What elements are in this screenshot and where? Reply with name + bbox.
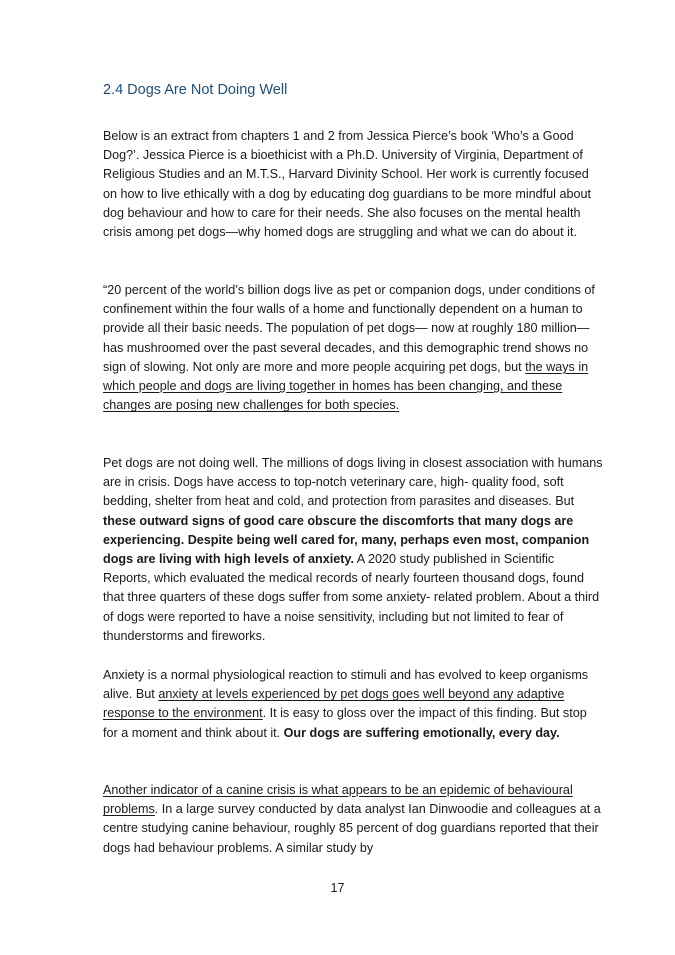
bold-text: these outward signs of good care obscure the discomforts that many dogs are experiencing. Despite being well cared for, many, perhaps even most, companion dogs are living with high levels of anxiety.	[103, 513, 590, 567]
section-heading: 2.4 Dogs Are Not Doing Well	[103, 82, 288, 98]
text-segment: “20 percent of the world’s billion dogs live as pet or companion dogs, under conditions of confinement within the four walls of a home and functionally dependent on a human to provide all their basic needs. The population of pet dogs— now at roughly 180 million— has mushroomed over the past several decades, and this demographic trend shows no sign of slowing. Not only are more and more people acquiring pet dogs, but	[103, 283, 595, 374]
underlined-text: anxiety at levels experienced by pet dogs goes well beyond any adaptive response to the environment	[103, 687, 565, 721]
paragraph-population-quote	[103, 281, 603, 415]
underlined-text: Another indicator of a canine crisis is what appears to be an epidemic of behavioural problems	[103, 783, 573, 817]
paragraph-dogs-in-crisis	[103, 454, 603, 646]
text-segment: Below is an extract from chapters 1 and 2 from Jessica Pierce’s book ‘Who’s a Good Dog?’. Jessica Pierce is a bioethicist with a Ph.D. University of Virginia, Department of Religious Studies and an M.T.S., Harvard Divinity School. Her work is currently focused on how to live ethically with a dog by educating dog guardians to be more mindful about dog behaviour and how to care for their needs. She also focuses on the mental health crisis among pet dogs—why homed dogs are struggling and what we can do about it.	[103, 129, 591, 240]
paragraph-anxiety	[103, 666, 603, 743]
text-segment: Pet dogs are not doing well. The millions of dogs living in closest association with humans are in crisis. Dogs have access to top-notch veterinary care, high- quality food, soft bedding, shelter from heat and cold, and protection from parasites and diseases. But	[103, 456, 603, 509]
paragraph-author-intro	[103, 127, 603, 242]
text-segment: . In a large survey conducted by data analyst Ian Dinwoodie and colleagues at a centre studying canine behaviour, roughly 85 percent of dog guardians reported that their dogs had behaviour problems. A similar study by	[103, 802, 601, 855]
page-number: 17	[330, 881, 345, 895]
text-segment: Anxiety is a normal physiological reaction to stimuli and has evolved to keep organisms alive. But	[103, 668, 589, 702]
text-segment: . It is easy to gloss over the impact of this finding. But stop for a moment and think about it.	[103, 706, 587, 740]
paragraph-behaviour-problems	[103, 781, 603, 858]
text-segment: A 2020 study published in Scientific Reports, which evaluated the medical records of nearly fourteen thousand dogs, found that three quarters of these dogs suffer from some anxiety- related problem. About a third of dogs were reported to have a noise sensitivity, including but not limited to fear of thunderstorms and fireworks.	[103, 552, 600, 643]
underlined-text: the ways in which people and dogs are living together in homes has been changing, and these changes are posing new challenges for both species.	[103, 359, 589, 413]
bold-text: Our dogs are suffering emotionally, every day.	[283, 725, 560, 740]
